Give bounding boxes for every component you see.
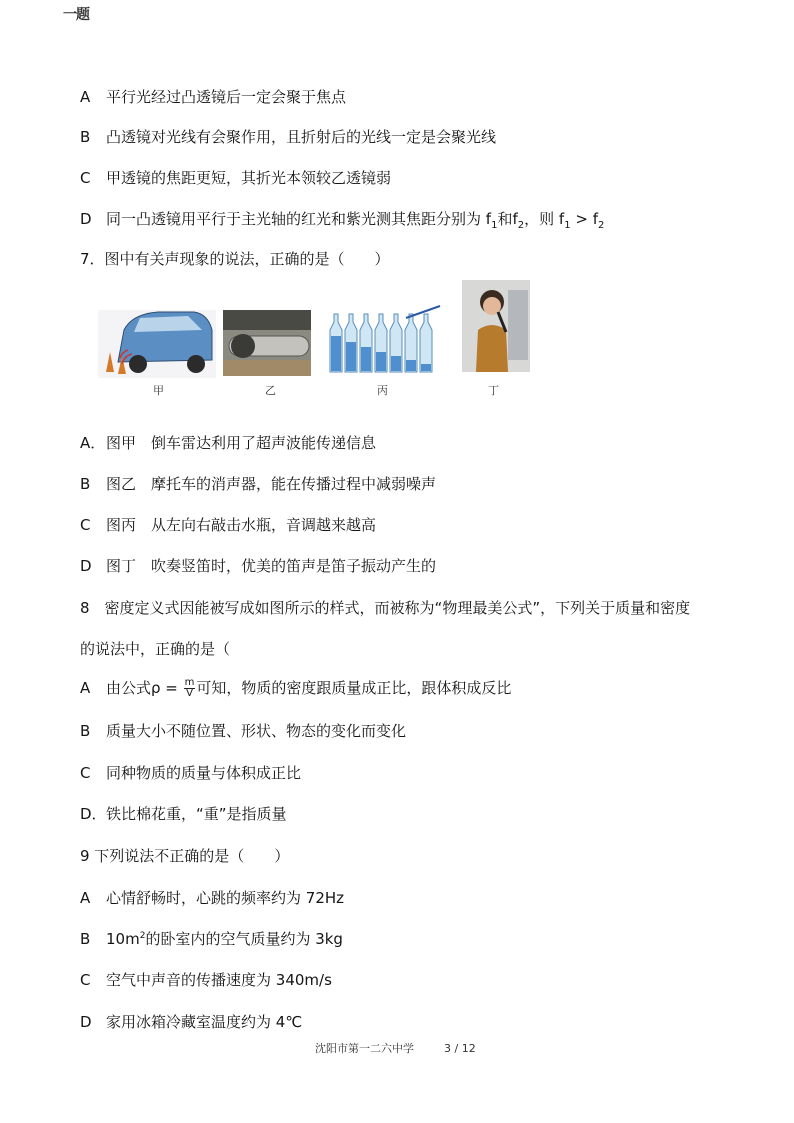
- option-letter: D: [80, 557, 92, 575]
- corner-mark: 一题: [63, 7, 89, 23]
- q8-stem-line2: 的说法中，正确的是（: [80, 640, 231, 658]
- q7-stem: 7．图中有关声现象的说法，正确的是（ ）: [80, 250, 390, 268]
- school-name: 沈阳市第一二六中学: [315, 1042, 414, 1055]
- option-text: 心情舒畅时，心跳的频率约为 72Hz: [106, 889, 345, 907]
- page-footer: [315, 1040, 476, 1056]
- option-text: 铁比棉花重，“重”是指质量: [106, 805, 287, 823]
- option-letter: B: [80, 722, 91, 740]
- q8-stem-line1: 8 密度定义式因能被写成如图所示的样式，而被称为“物理最美公式”，下列关于质量和密度: [80, 599, 691, 617]
- recorder-player-image: [462, 280, 530, 372]
- q8-option-b: [80, 720, 406, 741]
- option-letter: C: [80, 971, 91, 989]
- q8-option-c: [80, 762, 301, 783]
- figure-label-jia: 甲: [153, 384, 164, 397]
- figure-label-bing: 丙: [377, 384, 388, 397]
- q7-option-c: [80, 514, 376, 535]
- option-letter: A: [80, 889, 91, 907]
- f-symbol: f: [512, 210, 518, 228]
- motorcycle-muffler-image: [223, 310, 311, 376]
- q7-option-a: [80, 432, 376, 453]
- q8-option-a: [80, 677, 511, 699]
- area-exponent: 2: [139, 931, 146, 941]
- option-text: 的卧室内的空气质量约为 3kg: [145, 930, 343, 948]
- option-text: 同一凸透镜用平行于主光轴的红光和紫光测其焦距分别为: [106, 210, 482, 228]
- q9-option-c: [80, 969, 332, 990]
- option-text: 凸透镜对光线有会聚作用，且折射后的光线一定是会聚光线: [106, 128, 497, 146]
- f-symbol: f: [485, 210, 492, 228]
- page-number: 3 / 12: [444, 1042, 476, 1055]
- option-text: 可知，物质的密度跟质量成正比，跟体积成反比: [196, 679, 512, 697]
- q9-option-b: [80, 928, 343, 949]
- f-sub-2: 2: [517, 220, 525, 231]
- q6-option-a: [80, 86, 346, 107]
- option-letter: D: [80, 1013, 92, 1031]
- option-letter: A．: [80, 434, 106, 452]
- option-letter: B: [80, 475, 91, 493]
- option-letter: A: [80, 88, 91, 106]
- area-value: 10m: [106, 930, 140, 948]
- water-bottles-image: [330, 306, 440, 372]
- q7-figures: [98, 280, 538, 380]
- option-text: 图丙 从左向右敲击水瓶，音调越来越高: [106, 516, 377, 534]
- f-sub-2: 2: [598, 220, 605, 231]
- q6-option-b: [80, 126, 496, 147]
- q7-option-d: [80, 555, 436, 576]
- q6-option-d: [80, 208, 604, 231]
- reversing-car-image: [98, 310, 216, 378]
- f-symbol: f: [558, 210, 565, 228]
- option-text: 家用冰箱冷藏室温度约为 4℃: [106, 1013, 303, 1031]
- greater-than: >: [575, 210, 588, 228]
- option-text: 甲透镜的焦距更短，其折光本领较乙透镜弱: [106, 169, 392, 187]
- figure-label-ding: 丁: [488, 384, 499, 397]
- q9-option-a: [80, 887, 344, 908]
- q6-option-c: [80, 167, 391, 188]
- option-text: 平行光经过凸透镜后一定会聚于焦点: [106, 88, 347, 106]
- option-letter: C: [80, 169, 91, 187]
- q8-option-d: [80, 803, 287, 824]
- f-sub-1: 1: [491, 220, 498, 231]
- option-letter: C: [80, 764, 91, 782]
- formula-prefix: 由公式ρ =: [106, 679, 178, 697]
- option-letter: D．: [80, 805, 107, 823]
- q7-option-b: [80, 473, 436, 494]
- then-text: ，则: [524, 210, 555, 228]
- f-sub-1: 1: [564, 220, 571, 231]
- option-letter: A: [80, 679, 91, 697]
- option-text: 图丁 吹奏竖笛时，优美的笛声是笛子振动产生的: [106, 557, 437, 575]
- option-text: 空气中声音的传播速度为 340m/s: [106, 971, 332, 989]
- option-letter: C: [80, 516, 91, 534]
- q9-stem: 9 下列说法不正确的是（ ）: [80, 847, 290, 865]
- option-text: 质量大小不随位置、形状、物态的变化而变化: [106, 722, 407, 740]
- option-letter: D: [80, 210, 92, 228]
- option-text: 同种物质的质量与体积成正比: [106, 764, 302, 782]
- option-text: 图乙 摩托车的消声器，能在传播过程中减弱噪声: [106, 475, 437, 493]
- density-fraction: [184, 678, 196, 699]
- fraction-denominator: V: [186, 688, 193, 699]
- figure-label-yi: 乙: [265, 384, 276, 397]
- option-letter: B: [80, 128, 91, 146]
- fraction-numerator: m: [184, 677, 195, 688]
- f-symbol: f: [592, 210, 598, 228]
- and-text: 和: [497, 210, 513, 228]
- option-text: 图甲 倒车雷达利用了超声波能传递信息: [106, 434, 377, 452]
- q9-option-d: [80, 1011, 302, 1032]
- option-letter: B: [80, 930, 91, 948]
